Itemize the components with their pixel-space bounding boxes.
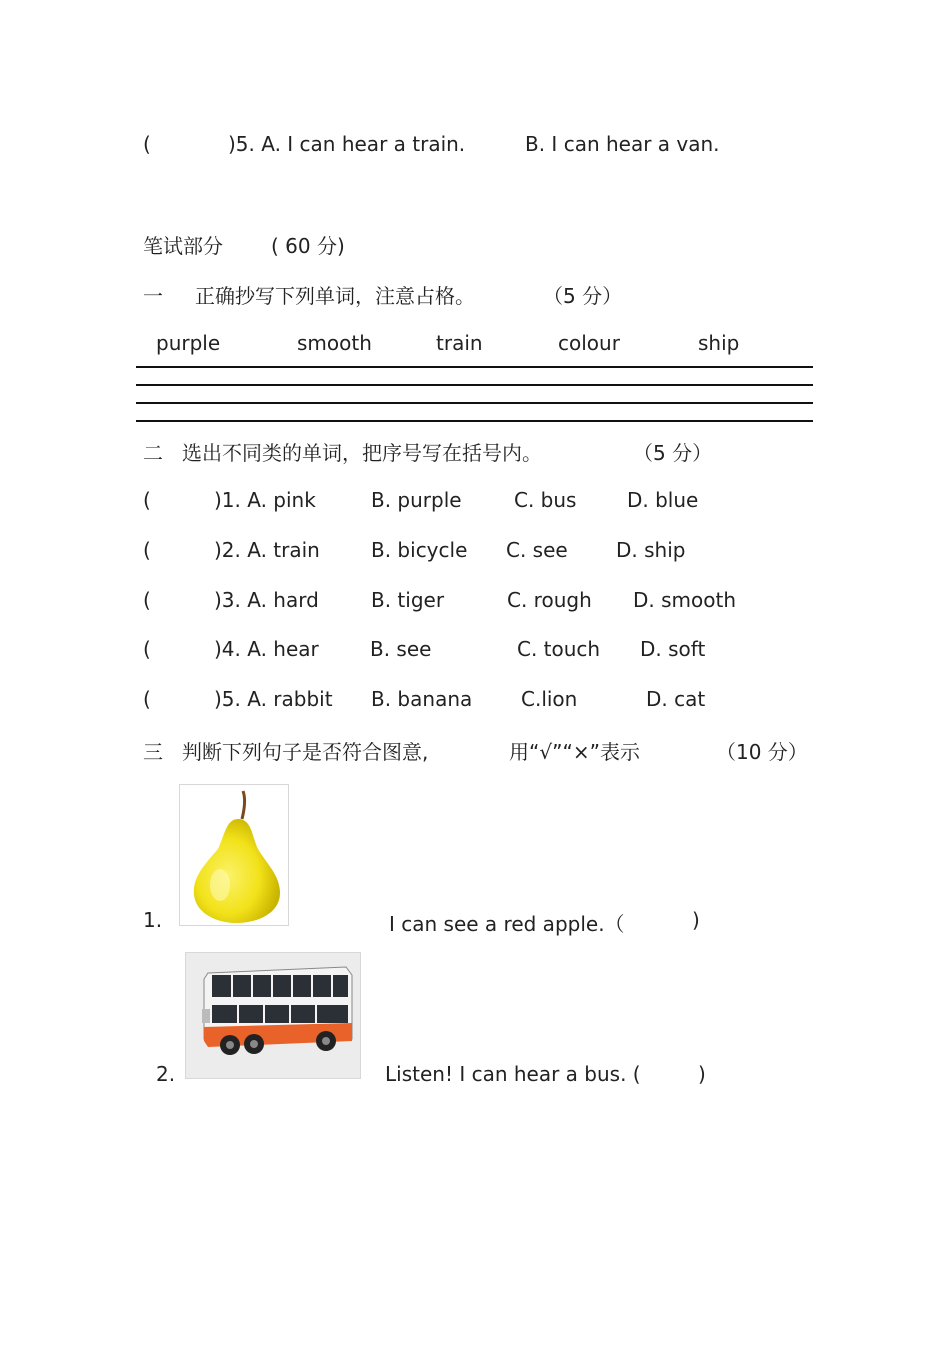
listening-option-b: B. I can hear a van. bbox=[525, 132, 720, 156]
question-option-a: )5. A. rabbit bbox=[214, 687, 333, 711]
question-option-a: )3. A. hard bbox=[214, 588, 319, 612]
section1-label: 一 bbox=[143, 284, 163, 308]
question-option-a: )1. A. pink bbox=[214, 488, 316, 512]
written-part-score: ( 60 分) bbox=[271, 234, 345, 258]
section2-score: （5 分） bbox=[633, 441, 713, 465]
question-option-c: C. rough bbox=[507, 588, 592, 612]
copy-word: purple bbox=[156, 331, 221, 355]
question-option-b: B. bicycle bbox=[371, 538, 468, 562]
copy-word: colour bbox=[558, 331, 620, 355]
pear-icon bbox=[180, 785, 288, 925]
answer-paren-open: ( bbox=[143, 588, 151, 612]
copy-word: smooth bbox=[297, 331, 372, 355]
writing-line[interactable] bbox=[136, 384, 813, 386]
answer-paren-open: ( bbox=[143, 132, 151, 156]
bus-icon bbox=[186, 953, 360, 1078]
section3-label: 三 bbox=[143, 740, 163, 764]
question-option-c: C. bus bbox=[514, 488, 577, 512]
writing-line[interactable] bbox=[136, 366, 813, 368]
item-number: 1. bbox=[143, 908, 163, 932]
question-option-b: B. banana bbox=[371, 687, 473, 711]
question-option-d: D. soft bbox=[640, 637, 706, 661]
question-option-c: C. touch bbox=[517, 637, 601, 661]
section1-score: （5 分） bbox=[543, 284, 623, 308]
answer-paren-open: ( bbox=[143, 637, 151, 661]
question-option-d: D. blue bbox=[627, 488, 699, 512]
section1-instruction: 正确抄写下列单词，注意占格。 bbox=[195, 284, 475, 308]
answer-paren-close: ) bbox=[698, 1062, 706, 1086]
writing-line[interactable] bbox=[136, 420, 813, 422]
question-option-d: D. cat bbox=[646, 687, 706, 711]
section3-score: （10 分） bbox=[716, 740, 808, 764]
question-option-a: )4. A. hear bbox=[214, 637, 319, 661]
item-sentence: I can see a red apple.（ bbox=[389, 912, 625, 936]
section3-instruction: 判断下列句子是否符合图意, bbox=[182, 740, 429, 764]
answer-paren-close: ) bbox=[692, 908, 700, 932]
bus-image bbox=[185, 952, 361, 1079]
item-sentence: Listen! I can hear a bus. ( bbox=[385, 1062, 641, 1086]
answer-paren-open: ( bbox=[143, 488, 151, 512]
question-option-c: C.lion bbox=[521, 687, 578, 711]
answer-paren-open: ( bbox=[143, 538, 151, 562]
copy-word: train bbox=[436, 331, 483, 355]
question-option-b: B. purple bbox=[371, 488, 462, 512]
section2-instruction: 选出不同类的单词，把序号写在括号内。 bbox=[182, 441, 542, 465]
question-option-c: C. see bbox=[506, 538, 568, 562]
section3-mark-instruction: 用“√”“×”表示 bbox=[509, 740, 640, 764]
question-option-b: B. tiger bbox=[371, 588, 445, 612]
question-option-b: B. see bbox=[370, 637, 432, 661]
item-number: 2. bbox=[156, 1062, 176, 1086]
written-part-title: 笔试部分 bbox=[143, 234, 223, 258]
writing-line[interactable] bbox=[136, 402, 813, 404]
question-option-d: D. ship bbox=[616, 538, 686, 562]
question-option-a: )2. A. train bbox=[214, 538, 320, 562]
pear-image bbox=[179, 784, 289, 926]
answer-paren-open: ( bbox=[143, 687, 151, 711]
copy-word: ship bbox=[698, 331, 740, 355]
section2-label: 二 bbox=[143, 441, 163, 465]
question-option-d: D. smooth bbox=[633, 588, 737, 612]
listening-question-5: )5. A. I can hear a train. bbox=[228, 132, 466, 156]
